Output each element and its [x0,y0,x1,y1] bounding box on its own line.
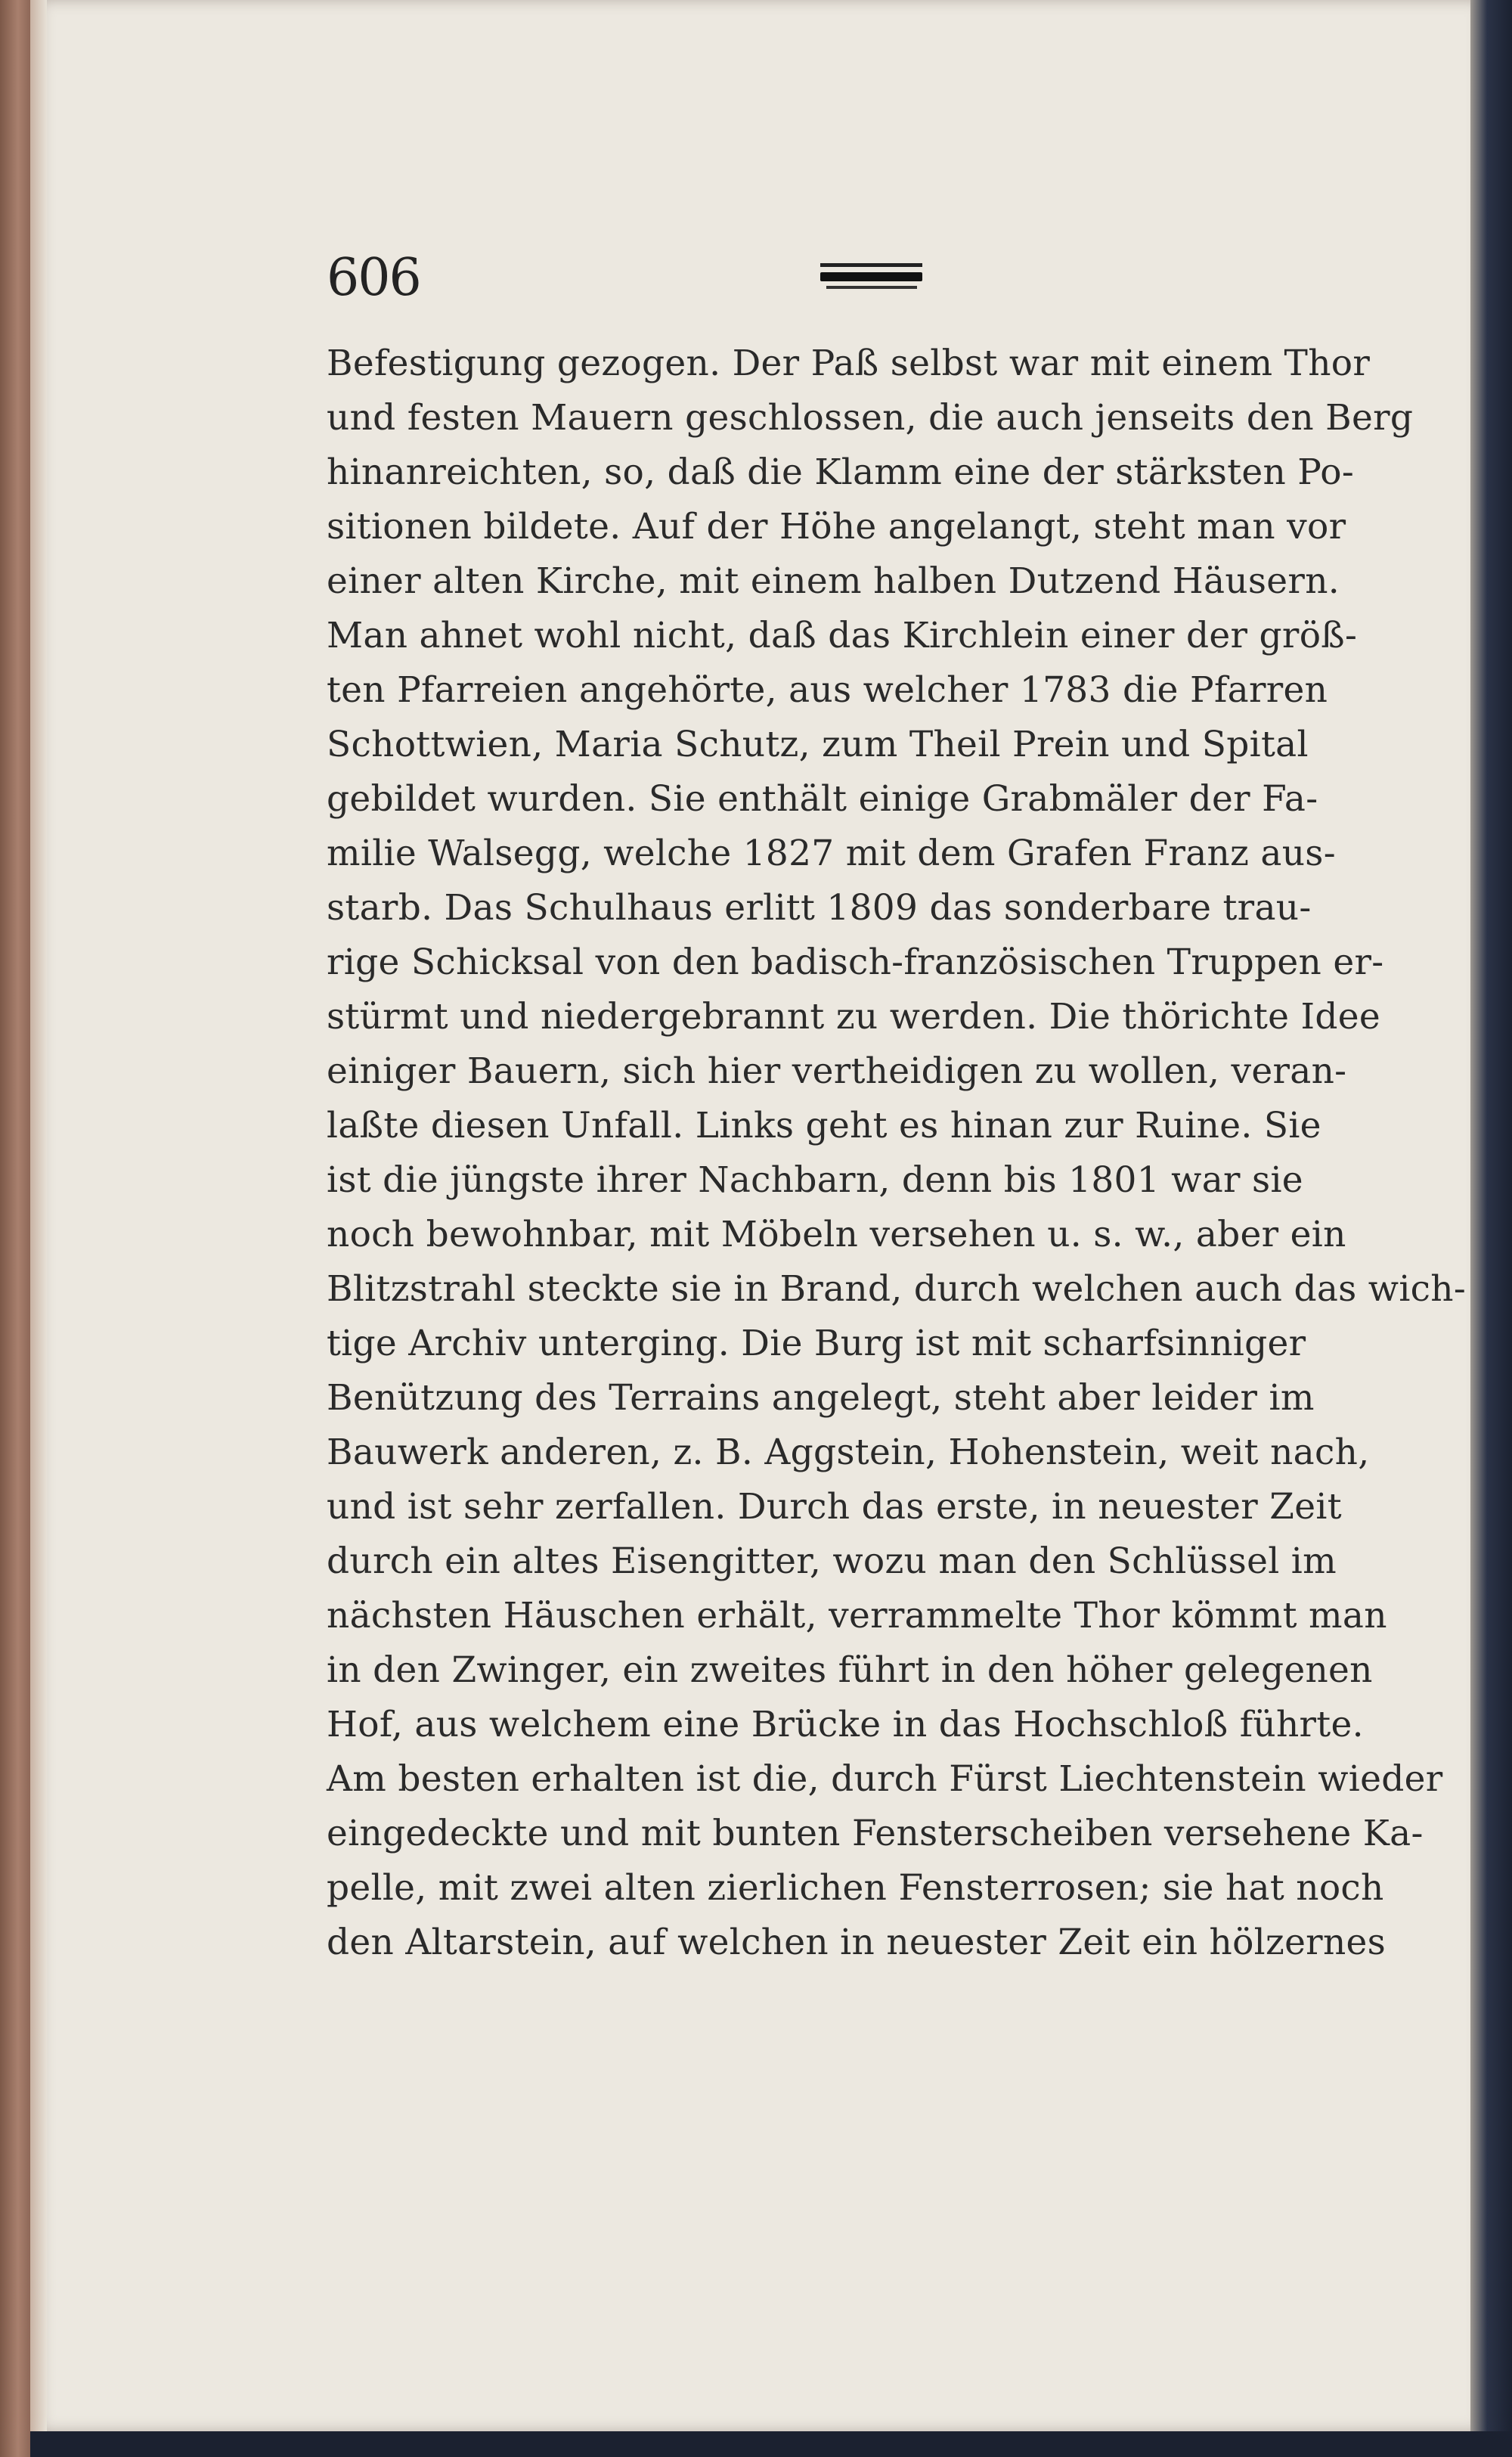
text-line: milie Walsegg, welche 1827 mit dem Grafen Franz aus- [327,833,1336,874]
text-line: tige Archiv unterging. Die Burg ist mit scharfsinniger [327,1323,1306,1364]
text-line: stürmt und niedergebrannt zu werden. Die thörichte Idee [327,996,1381,1038]
text-line: sitionen bildete. Auf der Höhe angelangt, steht man vor [327,506,1346,548]
text-line: hinanreichten, so, daß die Klamm eine der stärksten Po- [327,451,1355,493]
text-line: Hof, aus welchem eine Brücke in das Hochschloß führte. [327,1704,1364,1745]
rule-thin-bottom [826,286,917,289]
book-cover-edge [0,0,30,2457]
rule-thick [820,272,922,281]
text-line: starb. Das Schulhaus erlitt 1809 das sonderbare trau- [327,887,1312,929]
text-line: in den Zwinger, ein zweites führt in den höher gelegenen [327,1649,1373,1691]
text-line: und ist sehr zerfallen. Durch das erste, in neuester Zeit [327,1486,1342,1528]
header-ornament-rule [820,263,922,289]
text-line: und festen Mauern geschlossen, die auch jenseits den Berg [327,397,1414,439]
text-line: Bauwerk anderen, z. B. Aggstein, Hohenstein, weit nach, [327,1432,1370,1473]
text-line: ist die jüngste ihrer Nachbarn, denn bis 1801 war sie [327,1159,1303,1201]
text-line: einiger Bauern, sich hier vertheidigen zu wollen, veran- [327,1050,1347,1092]
page-gutter [30,0,47,2431]
text-line: pelle, mit zwei alten zierlichen Fensterrosen; sie hat noch [327,1867,1384,1909]
text-line: Am besten erhalten ist die, durch Fürst Liechtenstein wieder [327,1758,1443,1800]
text-line: rige Schicksal von den badisch-französischen Truppen er- [327,942,1384,983]
text-line: Blitzstrahl steckte sie in Brand, durch welchen auch das wich- [327,1268,1467,1310]
text-line: Man ahnet wohl nicht, daß das Kirchlein einer der größ- [327,615,1358,656]
scan-background [30,2431,1512,2457]
body-text [327,337,1467,1970]
text-line: eingedeckte und mit bunten Fensterscheiben versehene Ka- [327,1813,1424,1854]
text-line: laßte diesen Unfall. Links geht es hinan zur Ruine. Sie [327,1105,1321,1146]
text-line: gebildet wurden. Sie enthält einige Grabmäler der Fa- [327,778,1318,820]
text-line: einer alten Kirche, mit einem halben Dutzend Häusern. [327,560,1340,602]
page-number: 606 [327,248,420,308]
rule-thin-top [820,263,922,267]
text-line: nächsten Häuschen erhält, verrammelte Thor kömmt man [327,1595,1387,1636]
text-line: ten Pfarreien angehörte, aus welcher 1783 die Pfarren [327,669,1328,711]
text-line: Befestigung gezogen. Der Paß selbst war mit einem Thor [327,343,1371,384]
text-line: den Altarstein, auf welchen in neuester Zeit ein hölzernes [327,1922,1387,1963]
text-line: Schottwien, Maria Schutz, zum Theil Prein und Spital [327,724,1309,765]
text-line: Benützung des Terrains angelegt, steht aber leider im [327,1377,1315,1419]
text-line: durch ein altes Eisengitter, wozu man den Schlüssel im [327,1540,1337,1582]
page-fore-edge [1470,0,1512,2457]
text-line: noch bewohnbar, mit Möbeln versehen u. s. w., aber ein [327,1214,1346,1255]
